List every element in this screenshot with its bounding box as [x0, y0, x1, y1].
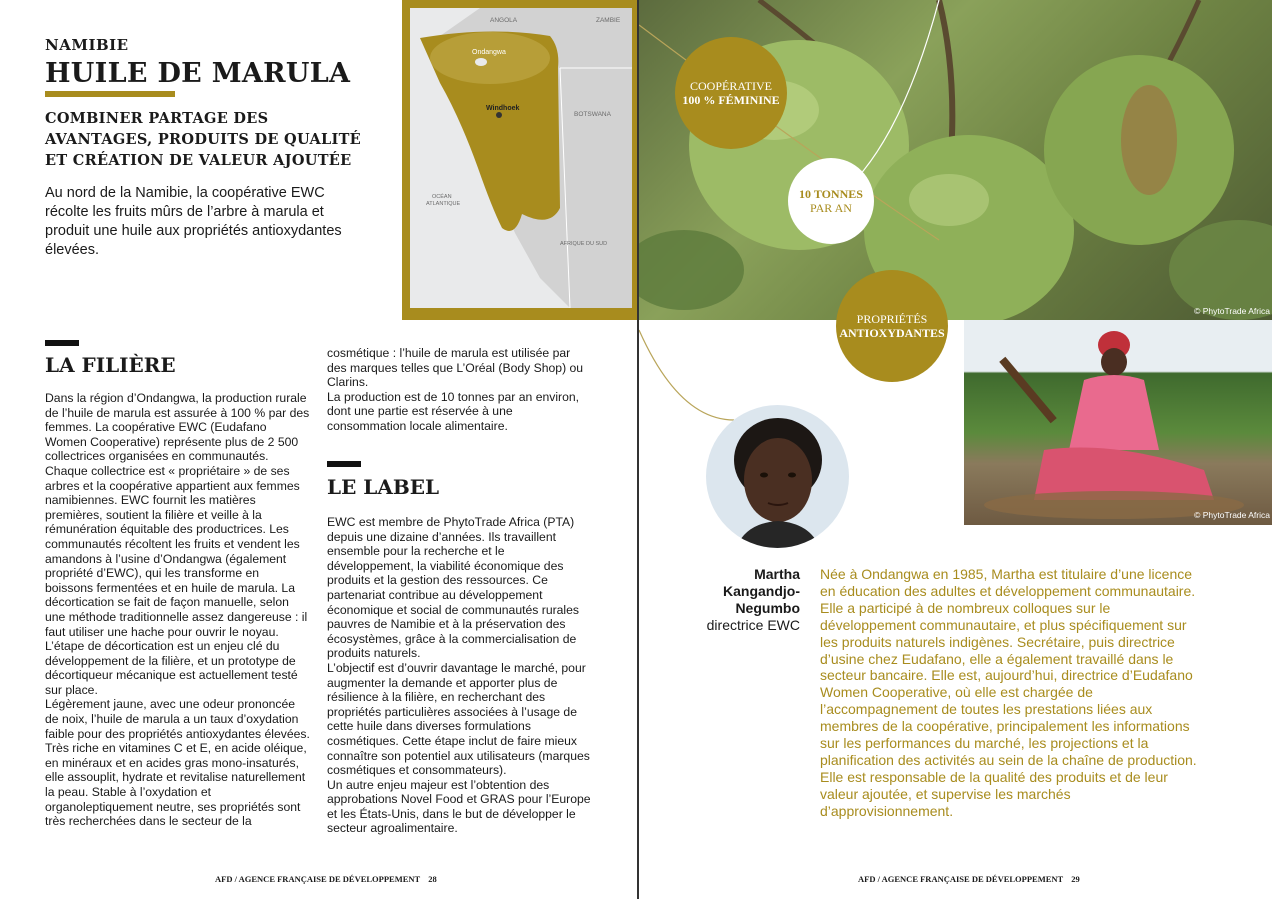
- filiere-text-col2: [327, 346, 592, 434]
- windhoek-dot: [496, 112, 502, 118]
- paragraph: Dans la région d’Ondangwa, la production rurale de l’huile de marula est assurée à 100 % par des femmes. La coopérative EWC (Eudafano Women Cooperative) représente plus de 2 500 collectrices organisées en communautés. Chaque collectrice est « propriétaire » de ses arbres et la coopérative appartient aux femmes namibiennes. EWC fournit les matières premières, soutient la filière et veille à la rémunération équitable des productrices. Les communautés récoltent les fruits et vendent les amandons à l’usine d’Ondangwa (également propriété d’EWC), qui les transforme en boissons fermentées et en huile de marula. La décortication se fait de façon manuelle, selon une méthode traditionnelle assez dangereuse : il faut utiliser une hache pour ouvrir le noyau. L’étape de décortication est un enjeu clé du développement de la filière, et un prototype de décortiqueur mécanique est actuellement testé sur place.: [45, 391, 310, 697]
- paragraph: cosmétique : l’huile de marula est utilisée par des marques telles que L’Oréal (Body Shop) ou Clarins.: [327, 346, 584, 390]
- portrait-avatar: [706, 405, 849, 548]
- section-heading-label: LE LABEL: [327, 475, 440, 499]
- map-label-ocean-2: ATLANTIQUE: [426, 201, 461, 207]
- page-number: 29: [1071, 874, 1080, 884]
- photo-credit: © PhytoTrade Africa: [1194, 510, 1270, 520]
- portrait-illustration: [706, 405, 849, 548]
- page-number: 28: [428, 874, 437, 884]
- paragraph: L’objectif est d’ouvrir davantage le marché, pour augmenter la demande et apporter plus de résilience à la filière, en recherchant des propriétés particulières associées à l’usage de cette huile dans diverses formulations cosmétiques. Cette étape inclut de faire mieux connaître son potentiel aux utilisateurs (marques cosmétiques et consommateurs).: [327, 660, 590, 778]
- map-label-windhoek: Windhoek: [486, 105, 520, 112]
- subtitle: COMBINER PARTAGE DES AVANTAGES, PRODUITS DE QUALITÉ ET CRÉATION DE VALEUR AJOUTÉE: [45, 110, 362, 169]
- person-name-line: Kangandjo-: [723, 583, 800, 599]
- bubble-line: PROPRIÉTÉS: [856, 312, 928, 326]
- map-graphic: [410, 8, 632, 308]
- decortication-photo: [964, 320, 1272, 525]
- footer-agency: AGENCE FRANÇAISE DE DÉVELOPPEMENT: [238, 874, 421, 884]
- country-label: NAMIBIE: [45, 36, 129, 54]
- bubble-line: PAR AN: [810, 201, 852, 215]
- map-label-ocean-1: OCÉAN: [432, 194, 452, 200]
- footer-right: [858, 874, 1080, 884]
- map-label-afrique-du-sud: AFRIQUE DU SUD: [560, 241, 608, 247]
- bubble-antioxydantes: [836, 270, 948, 382]
- label-text: [327, 515, 592, 836]
- section-heading-filiere: LA FILIÈRE: [45, 353, 176, 377]
- paragraph: La production est de 10 tonnes par an environ, dont une partie est réservée à une consommation locale alimentaire.: [327, 389, 580, 433]
- filiere-text-col1: [45, 391, 310, 829]
- map-label-angola: ANGOLA: [490, 17, 518, 24]
- footer-org: AFD /: [858, 874, 880, 884]
- page-title: HUILE DE MARULA: [45, 58, 351, 89]
- title-underline: [45, 91, 175, 97]
- bubble-cooperative: [675, 37, 787, 149]
- bubble-line: COOPÉRATIVE: [689, 79, 772, 93]
- paragraph: Légèrement jaune, avec une odeur prononcée de noix, l’huile de marula a un taux d’oxydation faible pour des propriétés antioxydantes élevées. Très riche en vitamines C et E, en acide oléique, en minéraux et en acides gras mono-insaturés, elle assouplit, hydrate et revitalise naturellement la peau. Stable à l’oxydation et organoleptiquement neutre, ses propriétés sont très recherchées dans le secteur de la: [45, 697, 310, 829]
- paragraph: EWC est membre de PhytoTrade Africa (PTA) depuis une dizaine d’années. Ils travaillent ensemble pour la recherche et le développement, la viabilité économique des produits et la gestion des ressources. Ce partenariat contribue au développement économique et social de communautés rurales pauvres de Namibie et à la préservation des écosystèmes, grâce à la commercialisation de produits naturels.: [327, 515, 580, 661]
- worker-illustration: [964, 320, 1272, 525]
- bubble-line: 100 % FÉMININE: [682, 93, 780, 107]
- person-caption: [660, 566, 800, 634]
- map-label-zambie: ZAMBIE: [596, 17, 621, 24]
- section-marker-label: [327, 461, 361, 467]
- intro-text: Au nord de la Namibie, la coopérative EWC récolte les fruits mûrs de l’arbre à marula et produit une huile aux propriétés antioxydantes élevées.: [45, 185, 342, 258]
- worker-dress: [1069, 375, 1159, 450]
- namibia-map: [402, 0, 638, 320]
- map-label-botswana: BOTSWANA: [574, 111, 611, 118]
- bubble-line: 10 TONNES: [799, 187, 863, 201]
- person-name-line: Martha: [754, 566, 800, 582]
- bubble-tonnes: [788, 158, 874, 244]
- bubble-line: ANTIOXYDANTES: [839, 326, 945, 340]
- person-name-line: Negumbo: [735, 600, 800, 616]
- person-role: directrice EWC: [706, 617, 800, 633]
- footer-agency: AGENCE FRANÇAISE DE DÉVELOPPEMENT: [881, 874, 1064, 884]
- map-label-ondangwa: Ondangwa: [472, 49, 506, 56]
- person-bio: Née à Ondangwa en 1985, Martha est titulaire d’une licence en éducation des adultes et développement communautaire. Elle a participé à de nombreux colloques sur le développement communautaire, et plus spécifiquement sur les produits naturels indigènes. Secrétaire, puis directrice d’usine chez Eudafano, elle a également travaillé dans le secteur bancaire. Elle est, aujourd’hui, directrice d’Eudafano Women Cooperative, où elle est chargée de l’accompagnement de toutes les prestations liées aux membres de la coopérative, principalement les informations sur les performances du marché, les projections et la planification des activités au sein de la chaîne de production. Elle est responsable de la qualité des produits et de leur valeur ajoutée, et supervise les marchés d’approvisionnement.: [820, 566, 1197, 819]
- footer-left: [215, 874, 437, 884]
- section-marker-filiere: [45, 340, 79, 346]
- photo-credit: © PhytoTrade Africa: [1194, 306, 1270, 316]
- footer-org: AFD /: [215, 874, 237, 884]
- paragraph: Un autre enjeu majeur est l’obtention des approbations Novel Food et GRAS pour l’Europe et les États-Unis, dans le but de développer le secteur agroalimentaire.: [327, 777, 591, 836]
